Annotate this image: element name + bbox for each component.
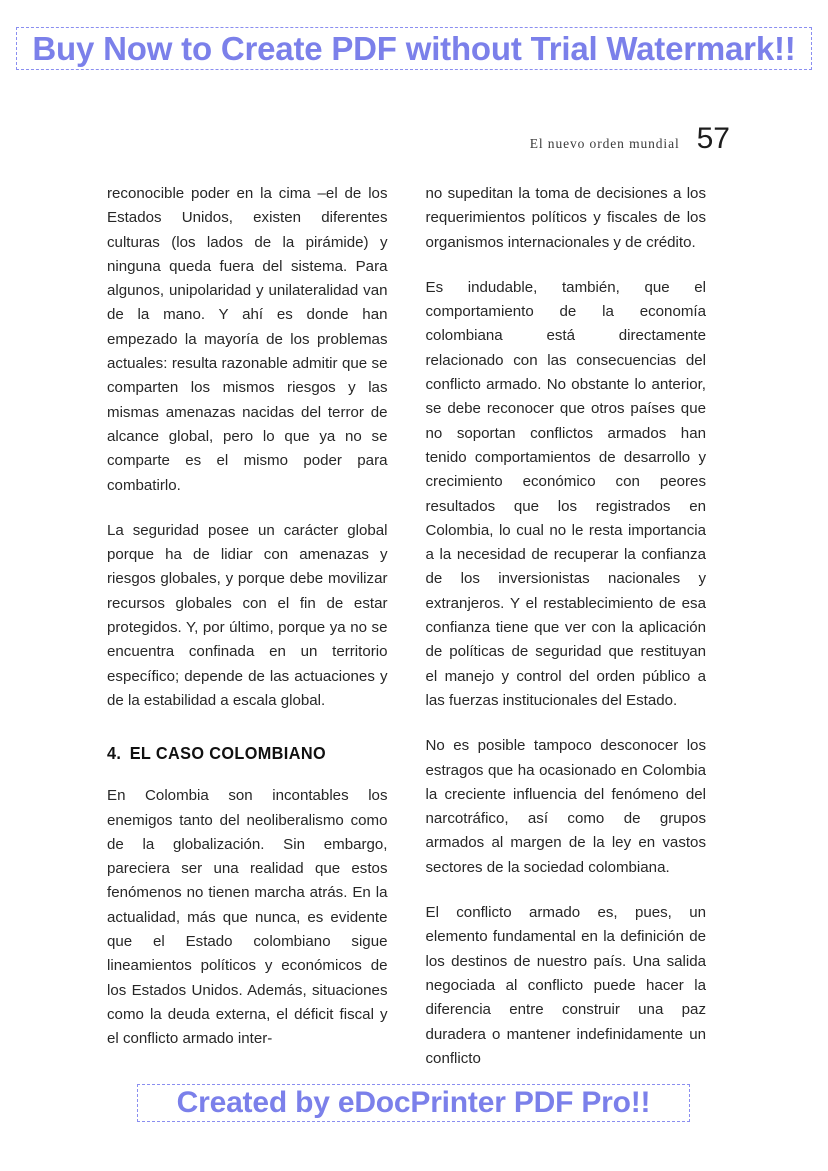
- section-heading: [107, 743, 368, 764]
- running-head-title: El nuevo orden mundial: [529, 136, 680, 151]
- section-heading-text: EL CASO COLOMBIANO: [129, 743, 326, 764]
- paragraph: No es posible tampoco desconocer los estragos que ha ocasionado en Colombia la creciente influencia del fenómeno del narcotráfico, así como de grupos armados al margen de la ley en vastos sectores de la sociedad colombiana.: [425, 737, 706, 876]
- trial-watermark-top: Buy Now to Create PDF without Trial Watermark!!: [16, 27, 812, 70]
- paragraph: Es indudable, también, que el comportamiento de la economía colombiana está directamente relacionado con las consecuencias del conflicto armado. No obstante lo anterior, se debe reconocer que otros países que no soportan conflictos armados han tenido comportamientos de desarrollo y crecimiento económico con peores resultados que los registrados en Colombia, lo cual no le resta importancia a la necesidad de recuperar la confianza de los inversionistas nacionales y extranjeros. Y el restablecimiento de esa confianza tiene que ver con la aplicación de políticas de seguridad que restituyan el manejo y control del orden público a las fuerzas institucionales del Estado.: [425, 278, 706, 709]
- running-head: [530, 124, 730, 154]
- paragraph: El conflicto armado es, pues, un elemento fundamental en la definición de los destinos de nuestro país. Una salida negociada al conflicto puede hacer la diferencia entre construir una paz duradera o mantener indefinidamente un conflicto: [425, 904, 706, 1067]
- section-heading-number: 4.: [107, 743, 122, 764]
- paragraph: En Colombia son incontables los enemigos tanto del neoliberalismo como de la globalización. Sin embargo, pareciera ser una realidad que estos fenómenos no tienen marcha atrás. En la actualidad, más que nunca, es evidente que el Estado colombiano sigue lineamientos políticos y económicos de los Estados Unidos. Además, situaciones como la deuda externa, el déficit fiscal y el conflicto armado inter-: [107, 787, 388, 1048]
- right-column: [426, 182, 707, 1071]
- left-column: [107, 182, 388, 1071]
- paragraph: no supeditan la toma de decisiones a los requerimientos políticos y fiscales de los organismos internacionales y de crédito.: [425, 185, 706, 251]
- body-columns: [107, 182, 706, 1071]
- trial-watermark-bottom: Created by eDocPrinter PDF Pro!!: [137, 1084, 690, 1122]
- paragraph: reconocible poder en la cima –el de los Estados Unidos, existen diferentes culturas (los lados de la pirámide) y ninguna queda fuera del sistema. Para algunos, unipolaridad y unilateralidad van de la mano. Y ahí es donde han empezado la mayoría de los problemas actuales: resulta razonable admitir que se comparten los mismos riesgos y las mismas amenazas nacidas del terror de alcance global, pero lo que ya no se comparte es el mismo poder para combatirlo.: [107, 185, 388, 494]
- page-number: 57: [696, 122, 730, 155]
- paragraph: La seguridad posee un carácter global porque ha de lidiar con amenazas y riesgos globales, y porque debe movilizar recursos globales con el fin de estar protegidos. Y, por último, porque ya no se encuentra confinada en un territorio específico; depende de las actuaciones y de la estabilidad a escala global.: [107, 521, 388, 709]
